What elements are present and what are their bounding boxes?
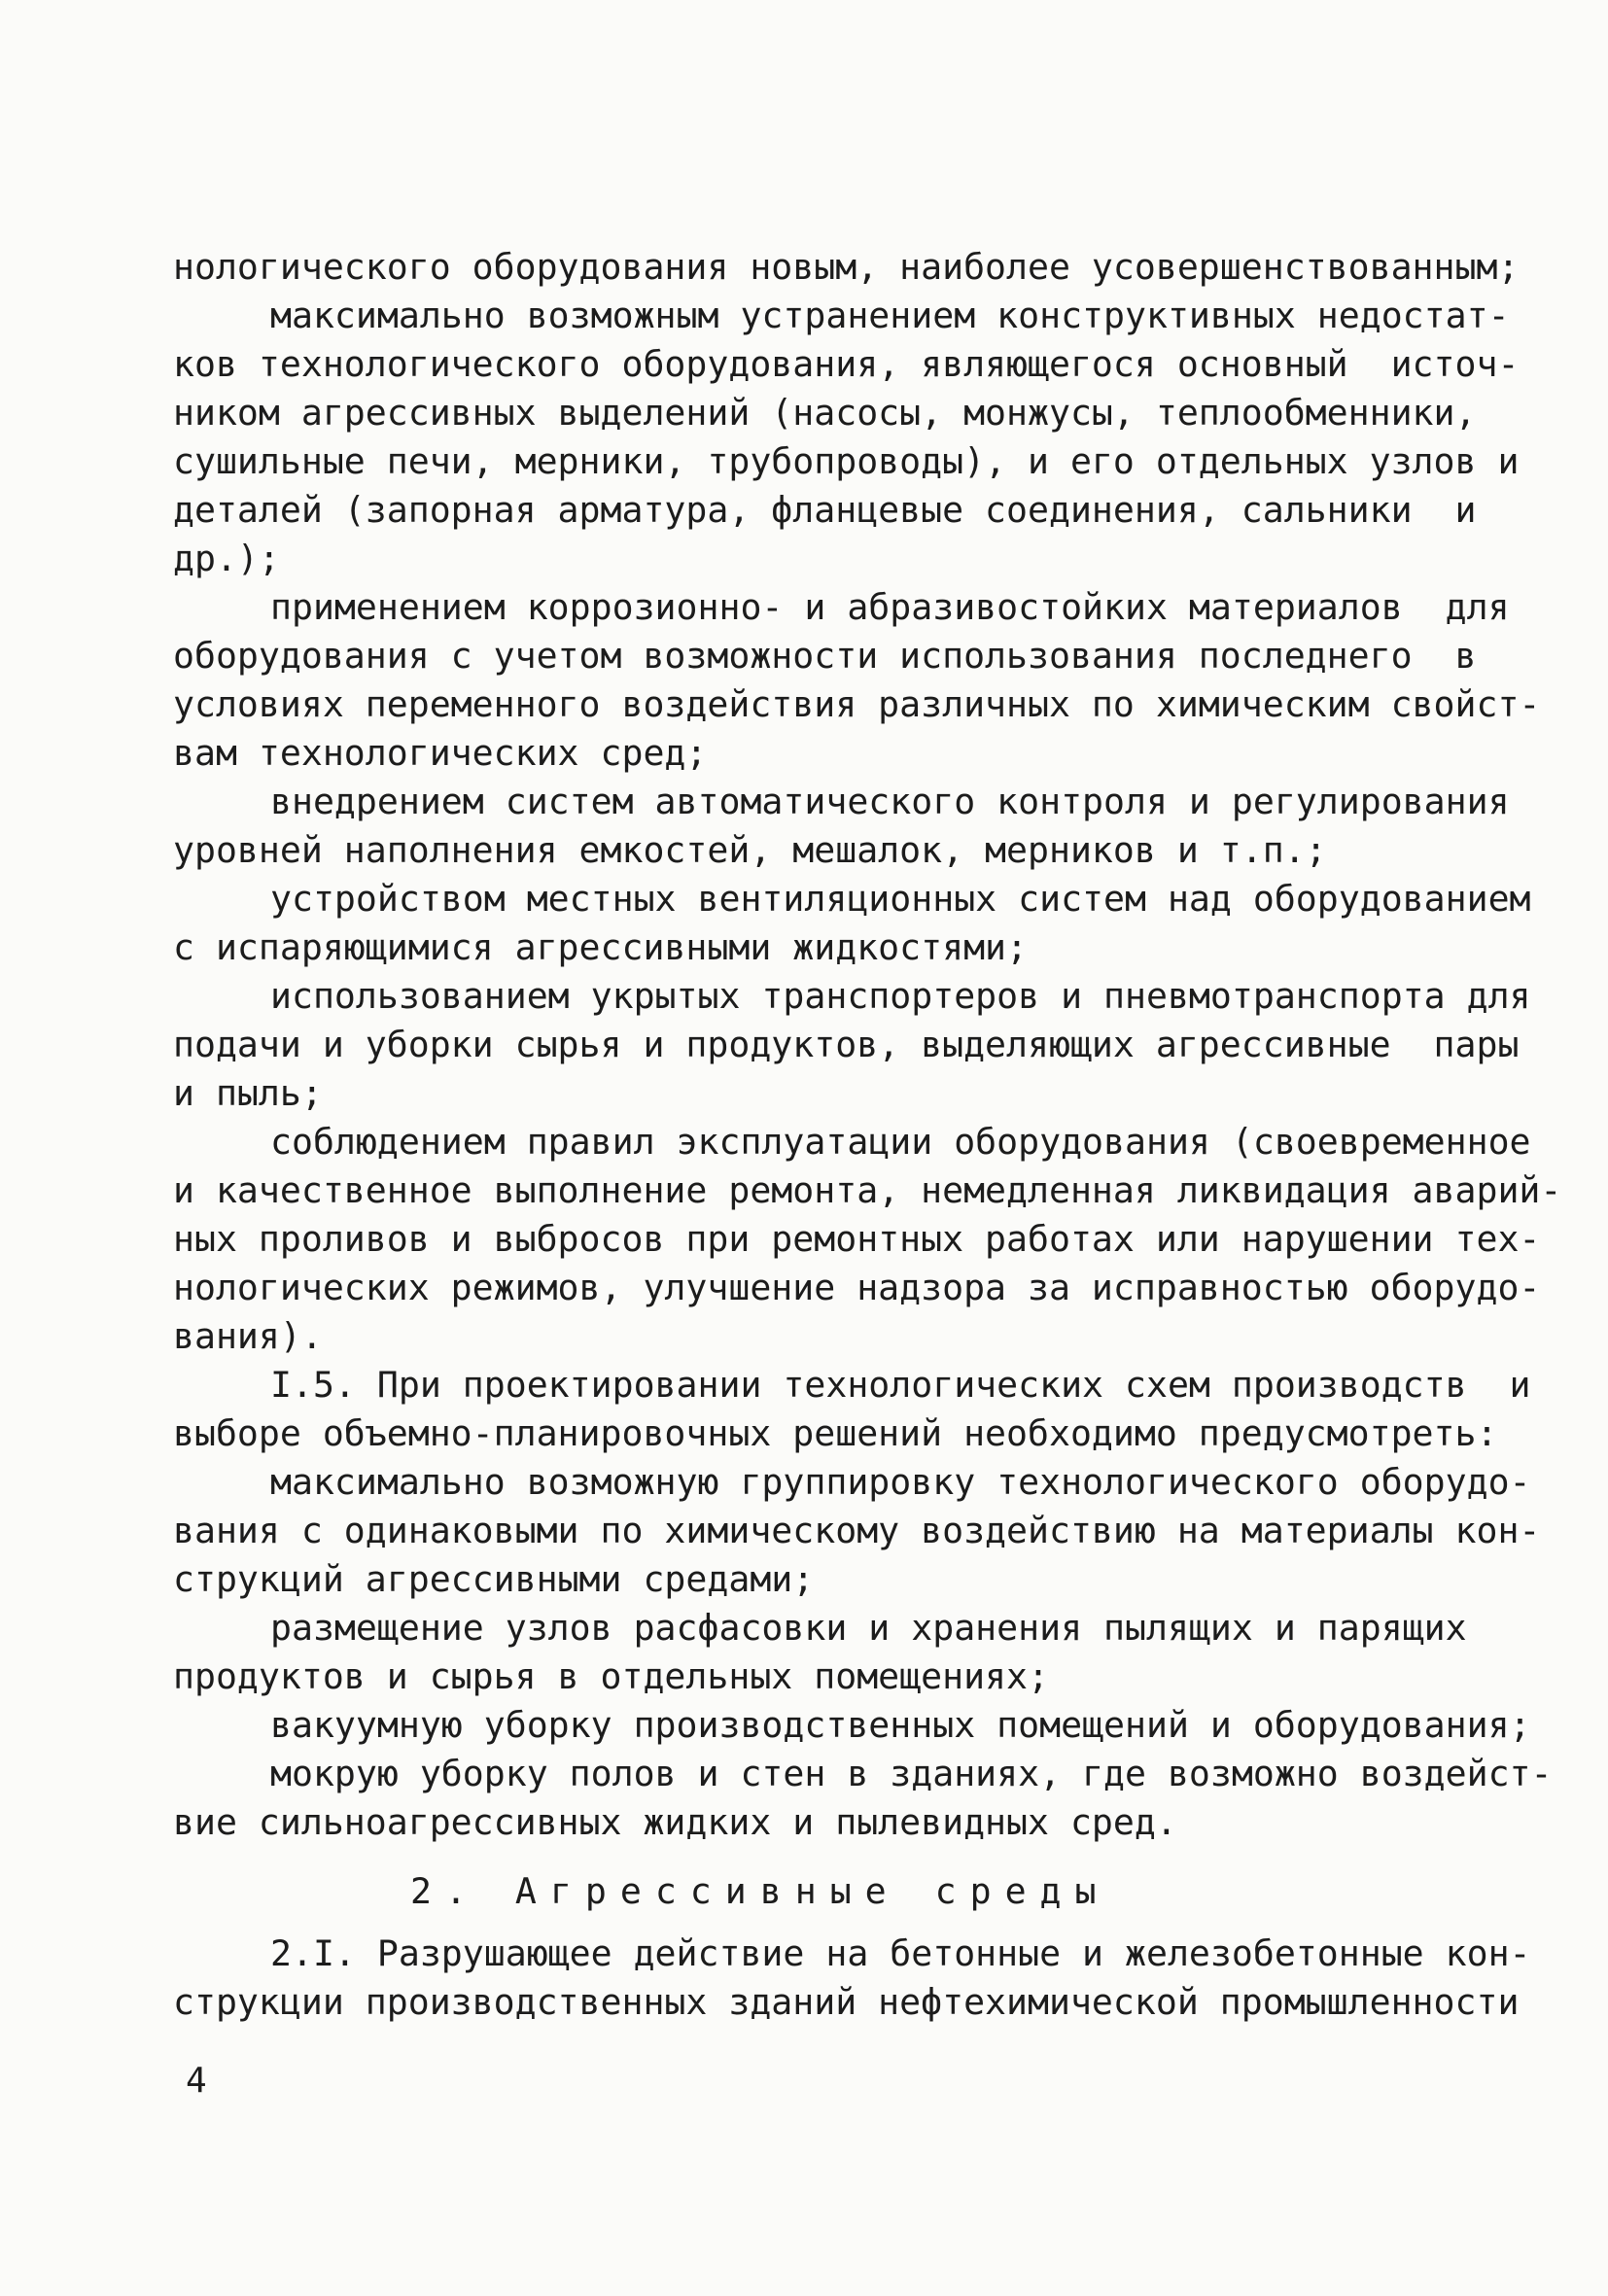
text-line: мокрую уборку полов и стен в зданиях, где возможно воздейст- [270, 1753, 1553, 1794]
text-line: нологических режимов, улучшение надзора за исправностью оборудо- [173, 1267, 1541, 1308]
text-line: подачи и уборки сырья и продуктов, выделяющих агрессивные пары [173, 1024, 1520, 1065]
text-line: вания). [173, 1315, 323, 1357]
page-number: 4 [186, 2061, 207, 2101]
text-line: ных проливов и выбросов при ремонтных работах или нарушении тех- [173, 1218, 1541, 1260]
text-line: уровней наполнения емкостей, мешалок, мерников и т.п.; [173, 829, 1327, 871]
text-line: соблюдением правил эксплуатации оборудования (своевременное [270, 1121, 1531, 1163]
text-line: 2.I. Разрушающее действие на бетонные и железобетонные кон- [270, 1932, 1531, 1974]
text-line: условиях переменного воздействия различных по химическим свойст- [173, 683, 1541, 725]
text-line: сушильные печи, мерники, трубопроводы), и его отдельных узлов и [173, 440, 1520, 482]
text-line: и качественное выполнение ремонта, немедленная ликвидация аварий- [173, 1169, 1562, 1211]
text-line: выборе объемно-планировочных решений необходимо предусмотреть: [173, 1412, 1498, 1454]
text-line: использованием укрытых транспортеров и пневмотранспорта для [270, 975, 1531, 1017]
text-line: вания с одинаковыми по химическому воздействию на материалы кон- [173, 1510, 1541, 1551]
text-line: ков технологического оборудования, являющегося основный источ- [173, 343, 1520, 385]
text-line: вие сильноагрессивных жидких и пылевидных сред. [173, 1801, 1177, 1843]
text-line: устройством местных вентиляционных систем над оборудованием [270, 878, 1531, 920]
text-line: вакуумную уборку производственных помещений и оборудования; [270, 1704, 1531, 1746]
text-line: максимально возможную группировку технологического оборудо- [270, 1461, 1531, 1503]
text-line: продуктов и сырья в отдельных помещениях; [173, 1655, 1049, 1697]
text-line: струкции производственных зданий нефтехимической промышленности [173, 1981, 1520, 2023]
text-line: струкций агрессивными средами; [173, 1558, 815, 1600]
text-line: максимально возможным устранением конструктивных недостат- [270, 295, 1510, 336]
text-line: ником агрессивных выделений (насосы, монжусы, теплообменники, [173, 392, 1477, 434]
text-line: и пыль; [173, 1072, 323, 1114]
text-line: оборудования с учетом возможности использования последнего в [173, 635, 1477, 677]
text-line: вам технологических сред; [173, 732, 708, 774]
text-line: применением коррозионно- и абразивостойких материалов для [270, 586, 1510, 628]
text-line: нологического оборудования новым, наиболее усовершенствованным; [173, 246, 1520, 288]
text-line: внедрением систем автоматического контроля и регулирования [270, 781, 1510, 822]
text-line: деталей (запорная арматура, фланцевые соединения, сальники и [173, 489, 1477, 531]
text-line: I.5. При проектировании технологических схем производств и [270, 1364, 1531, 1406]
section-heading: 2. Агрессивные среды [410, 1870, 1110, 1912]
text-line: размещение узлов расфасовки и хранения пылящих и парящих [270, 1607, 1467, 1649]
text-line: с испаряющимися агрессивными жидкостями; [173, 926, 1028, 968]
text-line: др.); [173, 538, 280, 579]
